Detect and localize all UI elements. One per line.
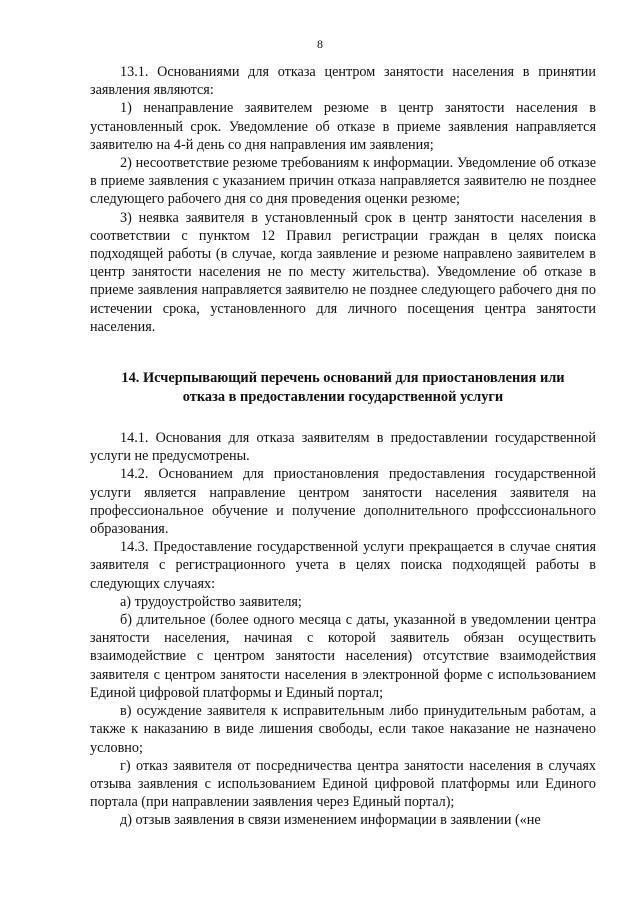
list-item-14-3-g: г) отказ заявителя от посредничества центра занятости населения в случаях отзыва заявления с использованием Единой цифровой платформы или Единого портала (при направлении заявления через Единый портал);	[90, 757, 596, 811]
document-body	[90, 63, 596, 830]
list-item-14-3-v: в) осуждение заявителя к исправительным либо принудительным работам, а также к наказанию в виде лишения свободы, если такое наказание не назначено условно;	[90, 703, 596, 756]
list-item-14-3-b: б) длительное (более одного месяца с даты, указанной в уведомлении центра занятости населения, начиная с которой заявитель обязан осуществить взаимодействие с центром занятости населения) отсутствие взаимодействия заявителя с центром занятости населения в электронной форме с использованием Единой цифровой платформы и Единый портал;	[90, 612, 596, 701]
paragraph-14-2: 14.2. Основанием для приостановления предоставления государственной услуги является направление центром занятости населения заявителя на профессиональное обучение и получение дополнительного профсссионального образования.	[90, 466, 596, 538]
list-item-13-1-2: 2) несоответствие резюме требованиям к информации. Уведомление об отказе в приеме заявления с указанием причин отказа направляется заявителю не позднее следующего рабочего дня со дня проведения оценки резюме;	[90, 155, 596, 208]
section-14-heading: 14. Исчерпывающий перечень оснований для приостановления или отказа в предоставлении государственной услуги	[121, 370, 565, 406]
list-item-13-1-1: 1) ненаправление заявителем резюме в центр занятости населения в установленный срок. Уведомление об отказе в приеме заявления направляется заявителю на 4-й день со дня направления им заявления;	[90, 100, 596, 153]
paragraph-14-1: 14.1. Основания для отказа заявителям в предоставлении государственной услуги не предусмотрены.	[90, 430, 596, 465]
section-14	[90, 429, 596, 829]
list-item-14-3-d: д) отзыв заявления в связи изменением информации в заявлении («не	[120, 812, 541, 829]
list-item-14-3-a: а) трудоустройство заявителя;	[120, 593, 302, 610]
list-item-13-1-3: 3) неявка заявителя в установленный срок в центр занятости населения в соответствии с пунктом 12 Правил регистрации граждан в целях поиска подходящей работы (в случае, когда заявление и резюме направлено заявителем в центр занятости населения не по месту жительства). Уведомление об отказе в приеме заявления направляется заявителю не позднее следующего рабочего дня по истечении срока, установленного для личного посещения центра занятости населения.	[90, 209, 596, 335]
section-13	[90, 63, 596, 336]
page-number: 8	[317, 37, 323, 51]
paragraph-14-3: 14.3. Предоставление государственной услуги прекращается в случае снятия заявителя с регистрационного учета в целях поиска подходящей работы в следующих случаях:	[90, 539, 596, 592]
paragraph-13-1: 13.1. Основаниями для отказа центром занятости населения в принятии заявления являются:	[90, 64, 596, 99]
